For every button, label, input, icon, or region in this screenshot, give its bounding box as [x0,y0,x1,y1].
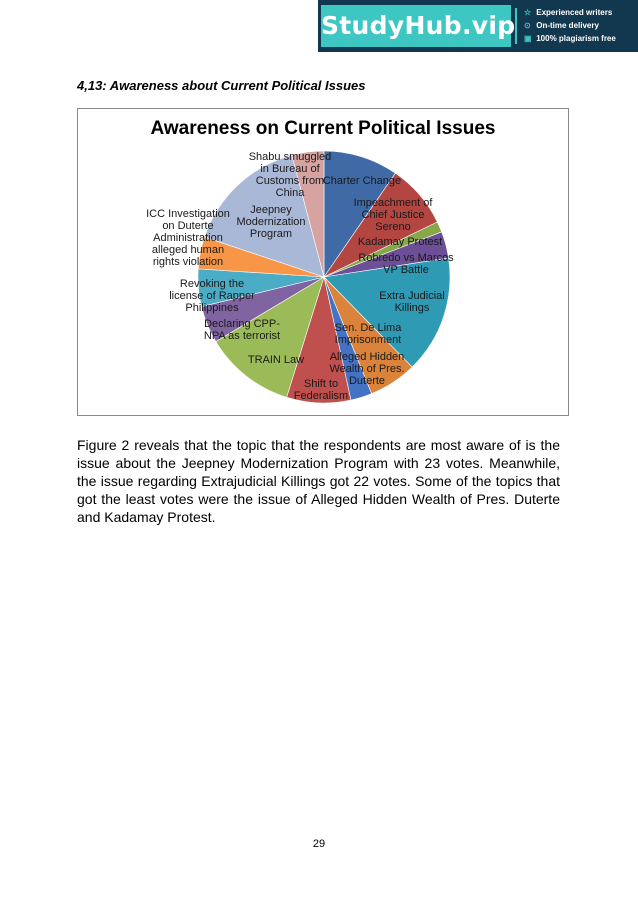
slice-label-line: VP Battle [383,264,429,276]
slice-label-line: Imprisonment [334,334,402,346]
slice-label-line: Sereno [375,221,411,233]
slice-label-line: Administration [153,232,223,244]
slice-label [358,236,442,248]
slice-label-line: Kadamay Protest [357,236,443,248]
body-paragraph: Figure 2 reveals that the topic that the respondents are most aware of is the issue about the Jeepney Modernization Program with 23 votes. Meanwhile, the issue regarding Extrajudicial Killings got 22 votes. Some of the topics that got the least votes were the issue of Alleged Hidden Wealth of Pres. Duterte and Kadamay Protest. [77,437,560,525]
slice-label-line: license of Rapper [169,290,255,302]
slice-label-line: Alleged Hidden [329,351,405,363]
page-number: 29 [312,838,326,850]
slice-label [335,322,403,346]
slice-label-line: Shift to [303,378,339,390]
slice-label-line: China [275,187,305,199]
banner-feature-text: 100% plagiarism free [536,34,616,43]
slice-label-line: Impeachment of [353,197,433,209]
slice-label-line: Killings [394,302,430,314]
banner-feature [524,19,616,32]
slice-label [204,318,280,342]
banner-feature [524,32,616,45]
slice-label-line: ICC Investigation [146,208,230,220]
chart-title: Awareness on Current Political Issues [150,118,496,139]
slice-label-line: Sen. De Lima [334,322,402,334]
slice-label-line: in Bureau of [260,163,320,175]
clock-icon: ⊙ [524,21,531,30]
slice-label-line: alleged human [151,244,225,256]
slice-label-line: Revoking the [179,278,245,290]
slice-label [146,208,230,268]
slice-label [323,175,401,187]
slice-label-line: Shabu smuggled [248,151,332,163]
slice-label-line: Robredo vs Marcos [358,252,454,264]
banner-divider [515,8,517,44]
slice-label-line: Modernization [236,216,306,228]
slice-label-line: on Duterte [162,220,214,232]
banner-feature-text: Experienced writers [536,8,613,17]
slice-label-line: Federalism [293,390,349,402]
studyhub-logo: StudyHub.vip [321,5,511,47]
chart-frame [77,108,569,416]
studyhub-banner[interactable] [318,0,638,52]
slice-label-line: Extra Judicial [379,290,445,302]
slice-label-line: NPA as terrorist [203,330,281,342]
slice-label-line: Chief Justice [361,209,425,221]
document-icon: ▣ [524,34,532,43]
slice-label-line: Jeepney [250,204,292,216]
slice-label-line: Wealth of Pres. [329,363,405,375]
star-icon: ☆ [524,8,532,17]
pie-chart [78,109,568,415]
section-heading: 4,13: Awareness about Current Political Issues [77,78,366,93]
slice-label-line: Customs from [255,175,325,187]
slice-label-line: TRAIN Law [247,354,305,366]
slice-label-line: Philippines [185,302,239,314]
banner-feature-list [524,6,616,45]
slice-label-line: Declaring CPP- [204,318,280,330]
slice-label-line: Duterte [348,375,386,387]
slice-label-line: Charter Change [322,175,402,187]
slice-label [248,354,304,366]
banner-feature-text: On-time delivery [536,21,599,30]
slice-label-line: Program [249,228,293,240]
slice-label-line: rights violation [152,256,224,268]
banner-feature [524,6,616,19]
